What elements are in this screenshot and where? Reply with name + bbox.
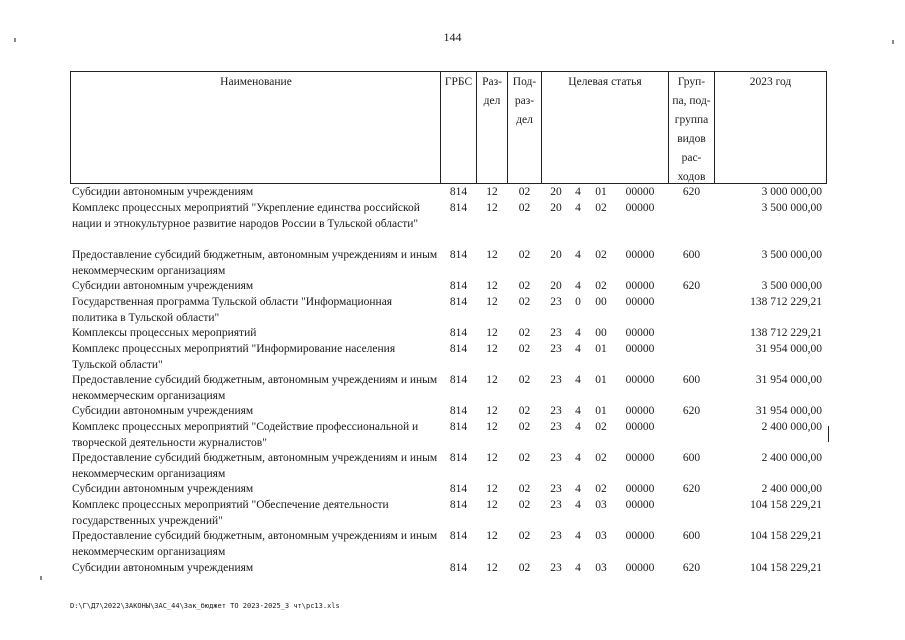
header-razdel: Раз- дел: [482, 76, 502, 107]
cell-grbs: 814: [449, 186, 468, 198]
cell-razdel: 12: [486, 327, 498, 339]
cell-target-4: 00000: [625, 343, 655, 355]
cell-amount: 3 500 000,00: [761, 249, 822, 261]
cell-target-2: 4: [575, 452, 581, 464]
row-name: Комплекс процессных мероприятий "Содействие профессиональной и творческой деятельности журналистов": [72, 421, 419, 449]
cell-target-2: 4: [575, 327, 581, 339]
page-number: 144: [443, 30, 462, 44]
cell-target-4: 00000: [625, 327, 655, 339]
scan-mark: [14, 38, 16, 42]
cell-razdel: 12: [486, 483, 498, 495]
cell-podrazdel: 02: [518, 280, 531, 292]
cell-grbs: 814: [449, 327, 468, 339]
cell-amount: 138 712 229,21: [750, 327, 822, 339]
cell-target-4: 00000: [625, 452, 655, 464]
cell-podrazdel: 02: [518, 249, 531, 261]
row-name: Субсидии автономным учреждениям: [72, 562, 254, 574]
cell-razdel: 12: [486, 202, 498, 214]
cell-target-4: 00000: [625, 421, 655, 433]
cell-grbs: 814: [449, 280, 468, 292]
row-name: Предоставление субсидий бюджетным, автономным учреждениям и иным некоммерческим организациям: [72, 374, 438, 402]
cell-target-1: 23: [550, 452, 562, 464]
cell-podrazdel: 02: [518, 343, 531, 355]
cell-target-1: 23: [550, 405, 562, 417]
cell-target-2: 4: [575, 280, 581, 292]
cell-amount: 2 400 000,00: [761, 421, 822, 433]
cell-expense-type: 600: [682, 374, 701, 386]
cell-target-2: 4: [575, 499, 581, 511]
cell-amount: 3 500 000,00: [761, 280, 822, 292]
cell-target-4: 00000: [625, 374, 655, 386]
cell-target-4: 00000: [625, 186, 655, 198]
cell-expense-type: 620: [682, 405, 701, 417]
cell-target-1: 23: [550, 421, 562, 433]
cell-grbs: 814: [449, 452, 468, 464]
cell-podrazdel: 02: [518, 296, 531, 308]
cell-target-3: 01: [595, 374, 607, 386]
cell-razdel: 12: [486, 374, 498, 386]
cell-grbs: 814: [449, 483, 468, 495]
cell-grbs: 814: [449, 249, 468, 261]
cell-target-3: 03: [595, 562, 607, 574]
cell-target-4: 00000: [625, 405, 655, 417]
cell-razdel: 12: [486, 421, 498, 433]
cell-target-1: 20: [550, 186, 562, 198]
header-name: Наименование: [220, 76, 292, 88]
cell-razdel: 12: [486, 452, 498, 464]
row-name: Предоставление субсидий бюджетным, автономным учреждениям и иным некоммерческим организациям: [72, 530, 438, 558]
row-name: Субсидии автономным учреждениям: [72, 483, 254, 495]
cell-target-3: 00: [595, 327, 607, 339]
cell-grbs: 814: [449, 296, 468, 308]
cell-target-1: 23: [550, 483, 562, 495]
cell-razdel: 12: [486, 343, 498, 355]
cell-amount: 104 158 229,21: [750, 499, 822, 511]
cell-razdel: 12: [486, 280, 498, 292]
cell-target-1: 20: [550, 202, 562, 214]
cell-target-1: 23: [550, 296, 562, 308]
cell-podrazdel: 02: [518, 405, 531, 417]
cell-podrazdel: 02: [518, 562, 531, 574]
cell-target-3: 03: [595, 530, 607, 542]
cell-amount: 2 400 000,00: [761, 452, 822, 464]
cell-expense-type: 620: [682, 280, 701, 292]
row-name: Комплекс процессных мероприятий "Информирование населения Тульской области": [72, 343, 396, 371]
cell-target-4: 00000: [625, 483, 655, 495]
scan-mark: [40, 576, 42, 580]
cell-grbs: 814: [449, 530, 468, 542]
cell-target-4: 00000: [625, 530, 655, 542]
cell-target-3: 02: [595, 280, 607, 292]
cell-target-2: 4: [575, 374, 581, 386]
cell-amount: 31 954 000,00: [755, 374, 822, 386]
cell-target-3: 02: [595, 202, 607, 214]
cell-target-1: 20: [550, 280, 562, 292]
cell-amount: 31 954 000,00: [755, 343, 822, 355]
cell-target-4: 00000: [625, 296, 655, 308]
row-name: Предоставление субсидий бюджетным, автономным учреждениям и иным некоммерческим организациям: [72, 249, 438, 277]
cell-target-3: 02: [595, 249, 607, 261]
header-gruppa-vidov-rashodov: Груп- па, под- группа видов рас- ходов: [672, 76, 711, 183]
row-name: Предоставление субсидий бюджетным, автономным учреждениям и иным некоммерческим организациям: [72, 452, 438, 480]
cell-razdel: 12: [486, 530, 498, 542]
cell-target-3: 03: [595, 499, 607, 511]
cell-expense-type: 600: [682, 452, 701, 464]
cell-expense-type: 600: [682, 249, 701, 261]
cell-target-1: 23: [550, 327, 562, 339]
cell-amount: 104 158 229,21: [750, 530, 822, 542]
cell-amount: 138 712 229,21: [750, 296, 822, 308]
header-grbs: ГРБС: [444, 76, 473, 88]
cell-amount: 3 500 000,00: [761, 202, 822, 214]
cell-target-1: 23: [550, 562, 562, 574]
cell-expense-type: 600: [682, 530, 701, 542]
cell-expense-type: 620: [682, 483, 701, 495]
cell-target-1: 23: [550, 530, 562, 542]
cell-podrazdel: 02: [518, 374, 531, 386]
cell-expense-type: 620: [682, 562, 701, 574]
cell-target-1: 23: [550, 374, 562, 386]
header-year: 2023 год: [749, 76, 792, 88]
cell-amount: 3 000 000,00: [761, 186, 822, 198]
cell-grbs: 814: [449, 405, 468, 417]
scan-mark: [892, 40, 894, 44]
cell-razdel: 12: [486, 186, 498, 198]
cell-target-4: 00000: [625, 249, 655, 261]
row-name: Комплекс процессных мероприятий "Обеспечение деятельности государственных учреждений": [72, 499, 389, 527]
cell-podrazdel: 02: [518, 452, 531, 464]
cell-target-3: 02: [595, 421, 607, 433]
cell-expense-type: 620: [682, 186, 701, 198]
cell-target-2: 0: [575, 296, 581, 308]
cell-podrazdel: 02: [518, 530, 531, 542]
cell-target-3: 02: [595, 452, 607, 464]
cell-grbs: 814: [449, 499, 468, 511]
cell-target-2: 4: [575, 530, 581, 542]
cell-target-1: 23: [550, 499, 562, 511]
cell-target-2: 4: [575, 186, 581, 198]
cell-podrazdel: 02: [518, 327, 531, 339]
cell-razdel: 12: [486, 296, 498, 308]
header-celevaya-statya: Целевая статья: [568, 76, 642, 88]
cell-razdel: 12: [486, 249, 498, 261]
cell-grbs: 814: [449, 562, 468, 574]
file-path: D:\Г\Д7\2022\ЗАКОНЫ\ЗАС_44\Зак_бюджет ТО 2023-2025_3 чт\рс13.xls: [70, 602, 340, 610]
cell-grbs: 814: [449, 421, 468, 433]
cell-amount: 104 158 229,21: [750, 562, 822, 574]
cell-razdel: 12: [486, 499, 498, 511]
row-name: Комплексы процессных мероприятий: [72, 327, 257, 339]
cell-target-3: 01: [595, 343, 607, 355]
cell-target-2: 4: [575, 421, 581, 433]
cell-grbs: 814: [449, 374, 468, 386]
row-name: Комплекс процессных мероприятий "Укрепление единства российской нации и этнокультурное развитие народов России в Тульской области": [72, 202, 420, 230]
cell-target-3: 02: [595, 483, 607, 495]
cell-target-3: 00: [595, 296, 607, 308]
cell-target-4: 00000: [625, 202, 655, 214]
cell-grbs: 814: [449, 202, 468, 214]
cell-target-1: 23: [550, 343, 562, 355]
cell-target-2: 4: [575, 405, 581, 417]
cell-target-2: 4: [575, 483, 581, 495]
cell-amount: 2 400 000,00: [761, 483, 822, 495]
cell-target-2: 4: [575, 343, 581, 355]
cell-target-3: 01: [595, 186, 607, 198]
cell-target-4: 00000: [625, 562, 655, 574]
cell-target-4: 00000: [625, 499, 655, 511]
cell-podrazdel: 02: [518, 421, 531, 433]
cell-podrazdel: 02: [518, 499, 531, 511]
cell-razdel: 12: [486, 405, 498, 417]
cell-target-3: 01: [595, 405, 607, 417]
cell-razdel: 12: [486, 562, 498, 574]
cell-target-2: 4: [575, 202, 581, 214]
cell-target-2: 4: [575, 249, 581, 261]
cell-amount: 31 954 000,00: [755, 405, 822, 417]
header-podrazdel: Под- раз- дел: [512, 76, 537, 126]
cell-target-2: 4: [575, 562, 581, 574]
cell-target-1: 20: [550, 249, 562, 261]
row-name: Государственная программа Тульской области "Информационная политика в Тульской области": [72, 296, 393, 324]
cell-grbs: 814: [449, 343, 468, 355]
cell-target-4: 00000: [625, 280, 655, 292]
edge-mark: [828, 426, 829, 442]
cell-podrazdel: 02: [518, 186, 531, 198]
cell-podrazdel: 02: [518, 202, 531, 214]
row-name: Субсидии автономным учреждениям: [72, 280, 254, 292]
row-name: Субсидии автономным учреждениям: [72, 186, 254, 198]
row-name: Субсидии автономным учреждениям: [72, 405, 254, 417]
cell-podrazdel: 02: [518, 483, 531, 495]
